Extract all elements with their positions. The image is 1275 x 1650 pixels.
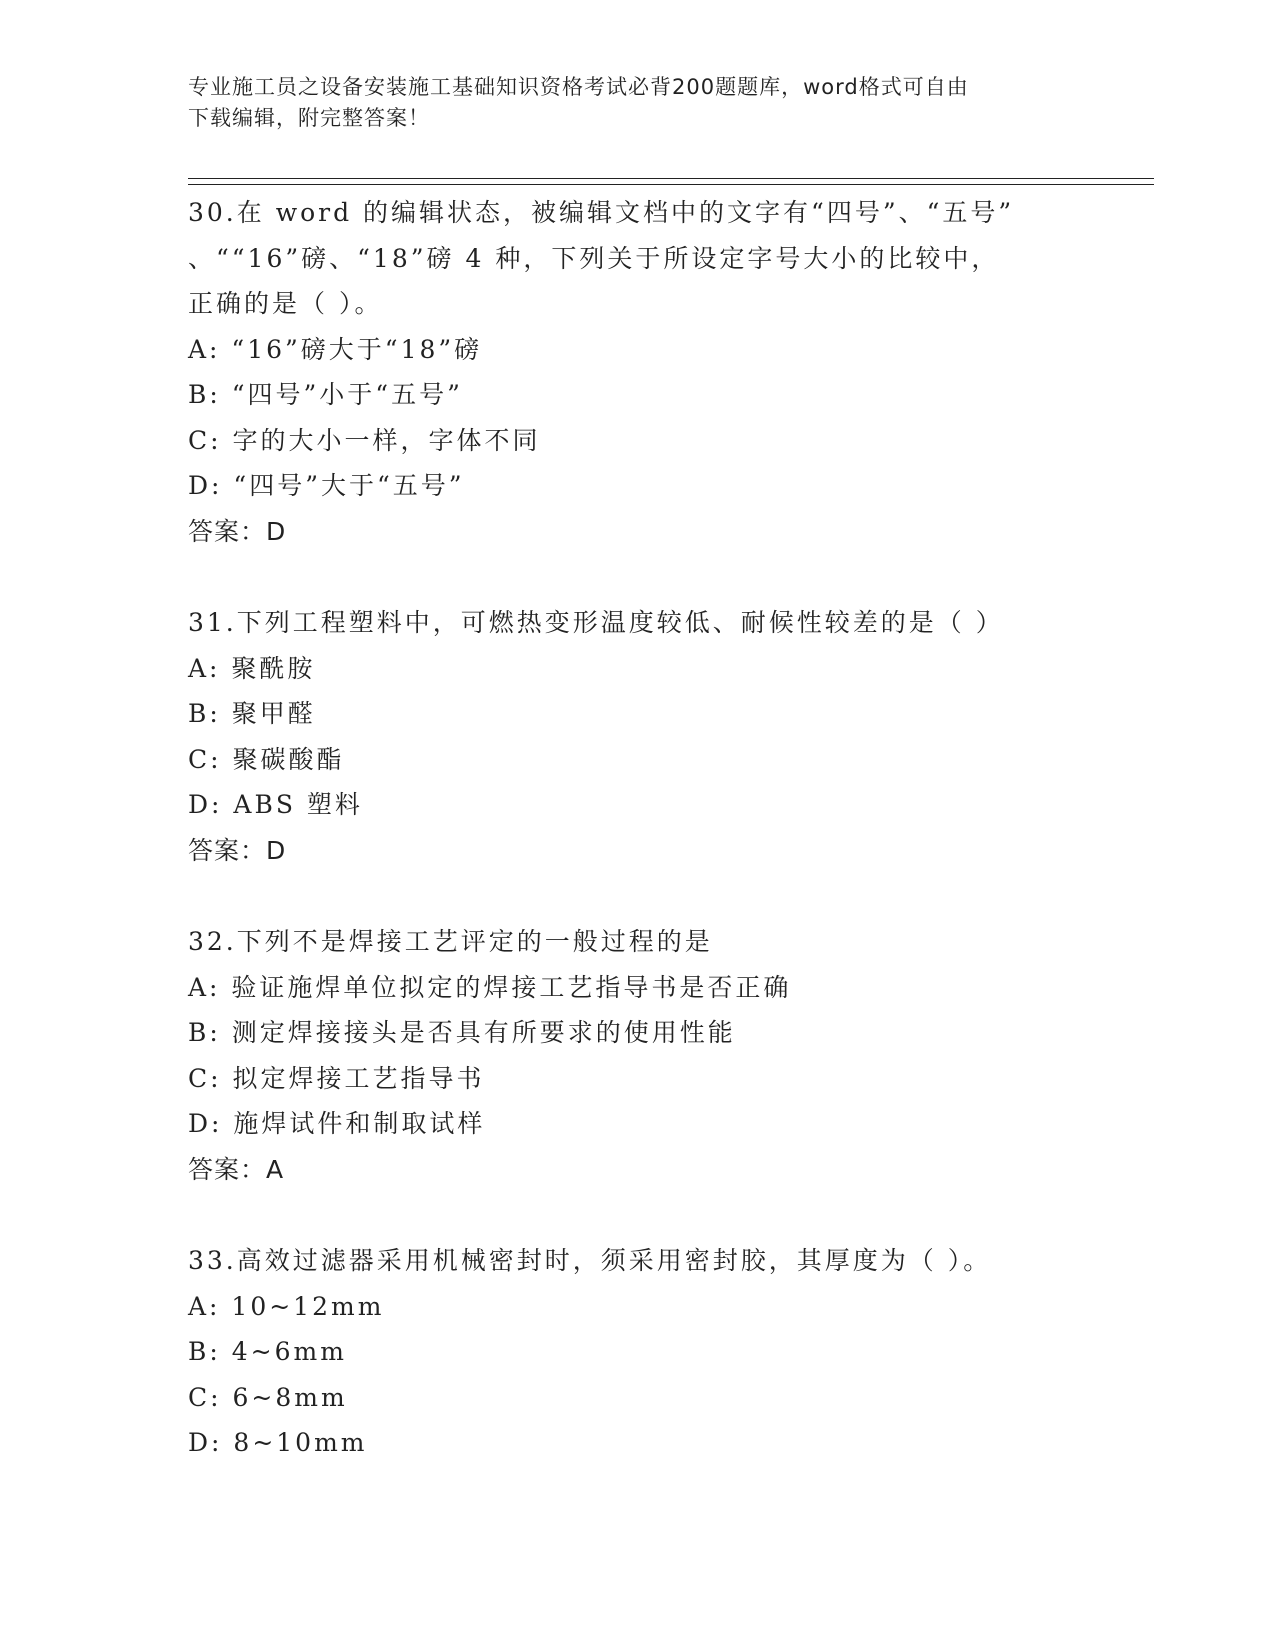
question-stem-line: 32.下列不是焊接工艺评定的一般过程的是 — [188, 927, 713, 956]
option-c: C: 聚碳酸酯 — [188, 744, 345, 774]
option-c: C: 拟定焊接工艺指导书 — [188, 1063, 485, 1093]
option-b: B: “四号”小于“五号” — [188, 380, 463, 409]
option-c: C: 字的大小一样，字体不同 — [188, 425, 541, 455]
option-b: B: 4~6mm — [188, 1337, 347, 1366]
option-a: A: 10~12mm — [188, 1291, 385, 1321]
option-d: D: ABS 塑料 — [188, 790, 363, 819]
header-divider-top — [188, 178, 1154, 179]
answer: 答案：D — [188, 835, 287, 865]
option-b: B: 聚甲醛 — [188, 699, 316, 728]
option-a: A: 聚酰胺 — [188, 653, 316, 683]
question-stem-line: 、““16”磅、“18”磅 4 种，下列关于所设定字号大小的比较中， — [188, 243, 1000, 273]
question-stem-line: 正确的是（ ）。 — [188, 289, 383, 318]
question-33 — [188, 1238, 1088, 1466]
option-a: A: “16”磅大于“18”磅 — [188, 334, 483, 364]
question-32 — [188, 919, 1088, 1192]
question-list — [188, 190, 1088, 1512]
question-stem-line: 30.在 word 的编辑状态，被编辑文档中的文字有“四号”、“五号” — [188, 198, 1015, 227]
answer: 答案：A — [188, 1154, 285, 1184]
question-stem-line: 33.高效过滤器采用机械密封时，须采用密封胶，其厚度为（ ）。 — [188, 1246, 992, 1275]
header-line-2: 下载编辑，附完整答案！ — [188, 106, 430, 130]
option-b: B: 测定焊接接头是否具有所要求的使用性能 — [188, 1018, 736, 1047]
header-divider-bottom — [188, 184, 1154, 185]
option-d: D: 8~10mm — [188, 1428, 368, 1457]
option-d: D: 施焊试件和制取试样 — [188, 1109, 486, 1138]
option-d: D: “四号”大于“五号” — [188, 471, 465, 500]
question-31 — [188, 600, 1088, 873]
answer: 答案：D — [188, 516, 287, 546]
option-a: A: 验证施焊单位拟定的焊接工艺指导书是否正确 — [188, 972, 792, 1002]
question-stem-line: 31.下列工程塑料中，可燃热变形温度较低、耐候性较差的是（ ） — [188, 608, 1004, 637]
question-30 — [188, 190, 1088, 554]
option-c: C: 6~8mm — [188, 1382, 348, 1412]
header-line-1: 专业施工员之设备安装施工基础知识资格考试必背200题题库，word格式可自由 — [188, 75, 969, 99]
document-header — [188, 72, 1068, 134]
